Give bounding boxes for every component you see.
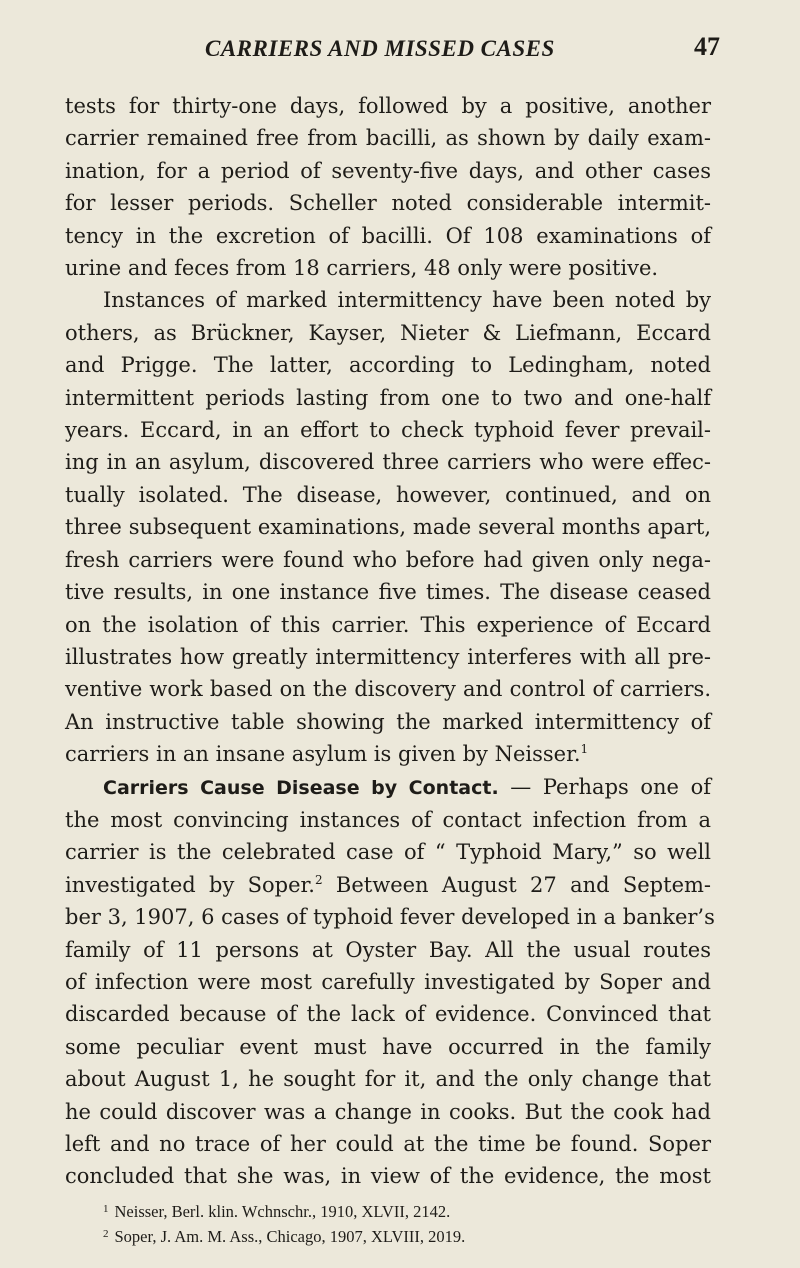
body-text: [65, 90, 715, 1193]
page-header: [180, 32, 720, 68]
text-line: fresh carriers were found who before had given only nega-: [65, 547, 711, 572]
footnote: [65, 1223, 711, 1248]
text-span: carriers in an insane asylum is given by Neisser.: [65, 742, 581, 767]
text-line: left and no trace of her could at the time be found. Soper: [65, 1132, 711, 1156]
text-line: intermittent periods lasting from one to two and one-half: [65, 385, 711, 410]
text-line: some peculiar event must have occurred in the family: [65, 1034, 711, 1059]
page-number: 47: [694, 32, 720, 61]
paragraph: [65, 771, 715, 1193]
footnote-mark: 1: [103, 1203, 109, 1215]
text-line: tests for thirty-one days, followed by a positive, another: [65, 94, 711, 118]
text-line: tency in the excretion of bacilli. Of 108 examinations of: [65, 223, 711, 248]
text-line: and Prigge. The latter, according to Ledingham, noted: [65, 353, 711, 378]
text-line: Instances of marked intermittency have been noted by: [103, 288, 711, 313]
text-line: tive results, in one instance five times. The disease ceased: [65, 580, 711, 605]
footnote: [65, 1198, 711, 1223]
footnote-mark: 2: [103, 1228, 109, 1240]
text-line: three subsequent examinations, made several months apart,: [65, 515, 711, 540]
footnotes: [65, 1198, 711, 1248]
running-head: CARRIERS AND MISSED CASES: [205, 36, 555, 61]
paragraph: [65, 284, 711, 770]
footnote-reference: 1: [580, 742, 589, 757]
footnote-reference: 2: [314, 872, 323, 887]
footnote-text: Neisser, Berl. klin. Wchnschr., 1910, XLVII, 2142.: [114, 1202, 451, 1221]
text-line: for lesser periods. Scheller noted considerable intermit-: [65, 191, 711, 216]
footnote-text: Soper, J. Am. M. Ass., Chicago, 1907, XLVIII, 2019.: [114, 1227, 466, 1246]
text-line: [65, 771, 711, 804]
text-line: ber 3, 1907, 6 cases of typhoid fever developed in a banker’s: [65, 905, 715, 930]
text-line: of infection were most carefully investigated by Soper and: [65, 969, 711, 994]
paragraph: [65, 90, 711, 284]
text-line: concluded that she was, in view of the evidence, the most: [65, 1164, 711, 1189]
text-line: he could discover was a change in cooks. But the cook had: [65, 1099, 711, 1124]
text-span: Between August 27 and Septem-: [322, 872, 712, 897]
text-line: An instructive table showing the marked intermittency of: [65, 709, 711, 734]
text-line: ination, for a period of seventy-five days, and other cases: [65, 158, 711, 183]
text-line: [65, 738, 711, 770]
text-line: illustrates how greatly intermittency interferes with all pre-: [65, 644, 711, 669]
text-line: family of 11 persons at Oyster Bay. All the usual routes: [65, 937, 711, 962]
text-line: the most convincing instances of contact infection from a: [65, 807, 711, 832]
text-line: ventive work based on the discovery and control of carriers.: [65, 677, 711, 702]
text-line: carrier is the celebrated case of “ Typhoid Mary,” so well: [65, 840, 711, 865]
text-line: carrier remained free from bacilli, as shown by daily exam-: [65, 126, 711, 151]
section-heading: Carriers Cause Disease by Contact.: [103, 776, 499, 799]
text-line: on the isolation of this carrier. This experience of Eccard: [65, 612, 711, 637]
text-line: [65, 869, 711, 901]
text-span: investigated by Soper.: [65, 872, 315, 897]
text-span: — Perhaps one of: [498, 774, 711, 799]
text-line: about August 1, he sought for it, and the only change that: [65, 1067, 711, 1092]
text-line: ing in an asylum, discovered three carriers who were effec-: [65, 450, 711, 475]
text-line: tually isolated. The disease, however, continued, and on: [65, 482, 711, 507]
text-line: years. Eccard, in an effort to check typhoid fever prevail-: [65, 418, 711, 443]
text-line: discarded because of the lack of evidence. Convinced that: [65, 1002, 711, 1027]
text-line: urine and feces from 18 carriers, 48 only were positive.: [65, 256, 659, 281]
text-line: others, as Brückner, Kayser, Nieter & Liefmann, Eccard: [65, 320, 711, 345]
